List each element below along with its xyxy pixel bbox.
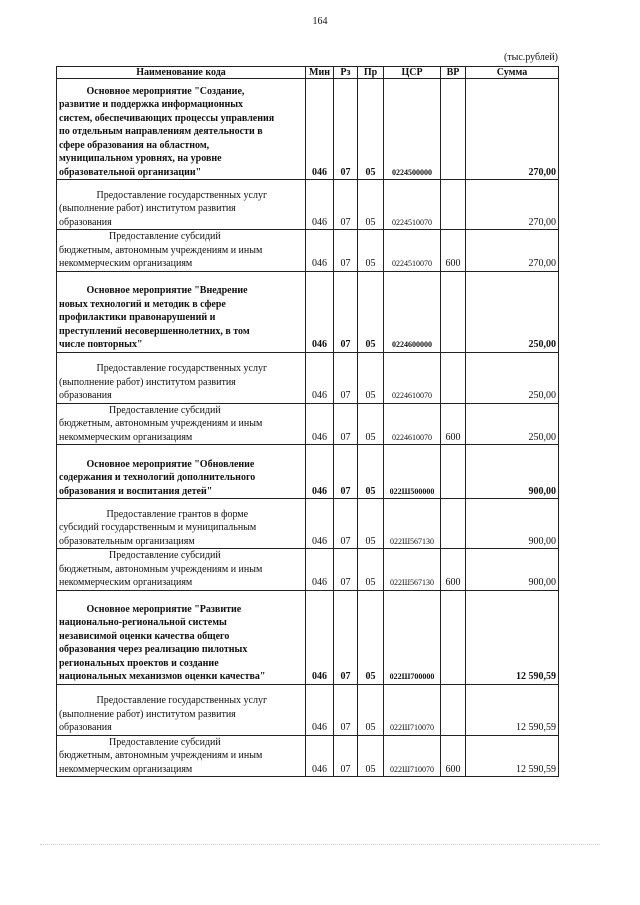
cell-pr: 05 [358,549,384,591]
cell-pr: 05 [358,79,384,180]
cell-min: 046 [306,684,334,735]
cell-sum: 270,00 [466,79,559,180]
scan-artifact-dots [40,844,600,846]
cell-csr: 022Ш567130 [384,549,441,591]
cell-sum: 12 590,59 [466,590,559,684]
cell-min: 046 [306,271,334,352]
cell-name: Предоставление государственных услуг (выполнение работ) институтом развития образования [57,352,306,403]
cell-name: Предоставление субсидий бюджетным, автономным учреждениям и иным некоммерческим организациям [57,549,306,591]
cell-pr: 05 [358,180,384,230]
cell-min: 046 [306,403,334,445]
cell-sum: 12 590,59 [466,735,559,777]
cell-rz: 07 [334,79,358,180]
cell-pr: 05 [358,445,384,499]
cell-vr: 600 [441,403,466,445]
cell-csr: 022Ш710070 [384,735,441,777]
cell-sum: 900,00 [466,445,559,499]
cell-name: Основное мероприятие "Обновление содержания и технологий дополнительного образования и воспитания детей" [57,445,306,499]
header-rz: Рз [334,67,358,79]
cell-csr: 022Ш567130 [384,499,441,549]
header-vr: ВР [441,67,466,79]
cell-vr: 600 [441,230,466,272]
cell-pr: 05 [358,684,384,735]
cell-rz: 07 [334,549,358,591]
table-row [57,403,559,445]
cell-name: Предоставление субсидий бюджетным, автономным учреждениям и иным некоммерческим организациям [57,403,306,445]
cell-vr [441,79,466,180]
cell-rz: 07 [334,180,358,230]
cell-min: 046 [306,352,334,403]
cell-name: Предоставление грантов в форме субсидий государственным и муниципальным образовательным организациям [57,499,306,549]
cell-name: Предоставление государственных услуг (выполнение работ) институтом развития образования [57,180,306,230]
table-row [57,79,559,180]
table-row [57,352,559,403]
cell-csr: 022Ш700000 [384,590,441,684]
cell-csr: 0224510070 [384,230,441,272]
cell-vr: 600 [441,549,466,591]
cell-name: Основное мероприятие "Внедрение новых технологий и методик в сфере профилактики правонарушений и преступлений несовершеннолетних, в том числе повторных" [57,271,306,352]
cell-vr [441,352,466,403]
cell-pr: 05 [358,499,384,549]
cell-pr: 05 [358,590,384,684]
cell-name: Предоставление субсидий бюджетным, автономным учреждениям и иным некоммерческим организациям [57,735,306,777]
cell-min: 046 [306,79,334,180]
cell-rz: 07 [334,230,358,272]
header-csr: ЦСР [384,67,441,79]
cell-sum: 12 590,59 [466,684,559,735]
cell-sum: 250,00 [466,403,559,445]
cell-csr: 0224500000 [384,79,441,180]
cell-rz: 07 [334,403,358,445]
cell-name: Предоставление субсидий бюджетным, автономным учреждениям и иным некоммерческим организациям [57,230,306,272]
header-min: Мин [306,67,334,79]
cell-pr: 05 [358,271,384,352]
cell-vr [441,684,466,735]
table-row [57,271,559,352]
cell-pr: 05 [358,230,384,272]
cell-min: 046 [306,590,334,684]
cell-sum: 270,00 [466,230,559,272]
cell-rz: 07 [334,590,358,684]
cell-vr: 600 [441,735,466,777]
cell-rz: 07 [334,445,358,499]
table-row [57,230,559,272]
cell-csr: 0224610070 [384,403,441,445]
cell-rz: 07 [334,499,358,549]
cell-min: 046 [306,230,334,272]
cell-sum: 900,00 [466,499,559,549]
cell-sum: 250,00 [466,352,559,403]
cell-min: 046 [306,445,334,499]
cell-csr: 022Ш710070 [384,684,441,735]
cell-vr [441,590,466,684]
table-row [57,445,559,499]
header-pr: Пр [358,67,384,79]
cell-min: 046 [306,499,334,549]
page-number: 164 [312,16,328,27]
table-body [57,79,559,777]
cell-name: Предоставление государственных услуг (выполнение работ) институтом развития образования [57,684,306,735]
cell-csr: 0224510070 [384,180,441,230]
table-row [57,684,559,735]
table-row [57,735,559,777]
cell-name: Основное мероприятие "Создание, развитие и поддержка информационных систем, обеспечивающих процессы управления по отдельным направлениям деятельности в сфере образования на областном, муниципальном уровнях, на уровне образовательной организации" [57,79,306,180]
cell-rz: 07 [334,735,358,777]
cell-vr [441,445,466,499]
cell-min: 046 [306,549,334,591]
cell-rz: 07 [334,684,358,735]
cell-rz: 07 [334,352,358,403]
cell-pr: 05 [358,352,384,403]
cell-min: 046 [306,735,334,777]
cell-sum: 270,00 [466,180,559,230]
header-sum: Сумма [466,67,559,79]
cell-min: 046 [306,180,334,230]
cell-csr: 0224610070 [384,352,441,403]
cell-sum: 250,00 [466,271,559,352]
cell-csr: 022Ш500000 [384,445,441,499]
units-label: (тыс.рублей) [503,52,558,63]
cell-sum: 900,00 [466,549,559,591]
table-row [57,549,559,591]
cell-vr [441,499,466,549]
cell-name: Основное мероприятие "Развитие национально-региональной системы независимой оценки качества общего образования через реализацию пилотных региональных проектов и создание национальных механизмов оценки качества" [57,590,306,684]
table-row [57,499,559,549]
cell-vr [441,180,466,230]
cell-rz: 07 [334,271,358,352]
table-row [57,180,559,230]
budget-table [56,66,559,777]
cell-csr: 0224600000 [384,271,441,352]
header-name: Наименование кода [57,67,306,79]
cell-pr: 05 [358,735,384,777]
cell-pr: 05 [358,403,384,445]
table-row [57,590,559,684]
table-header-row [57,67,559,79]
cell-vr [441,271,466,352]
